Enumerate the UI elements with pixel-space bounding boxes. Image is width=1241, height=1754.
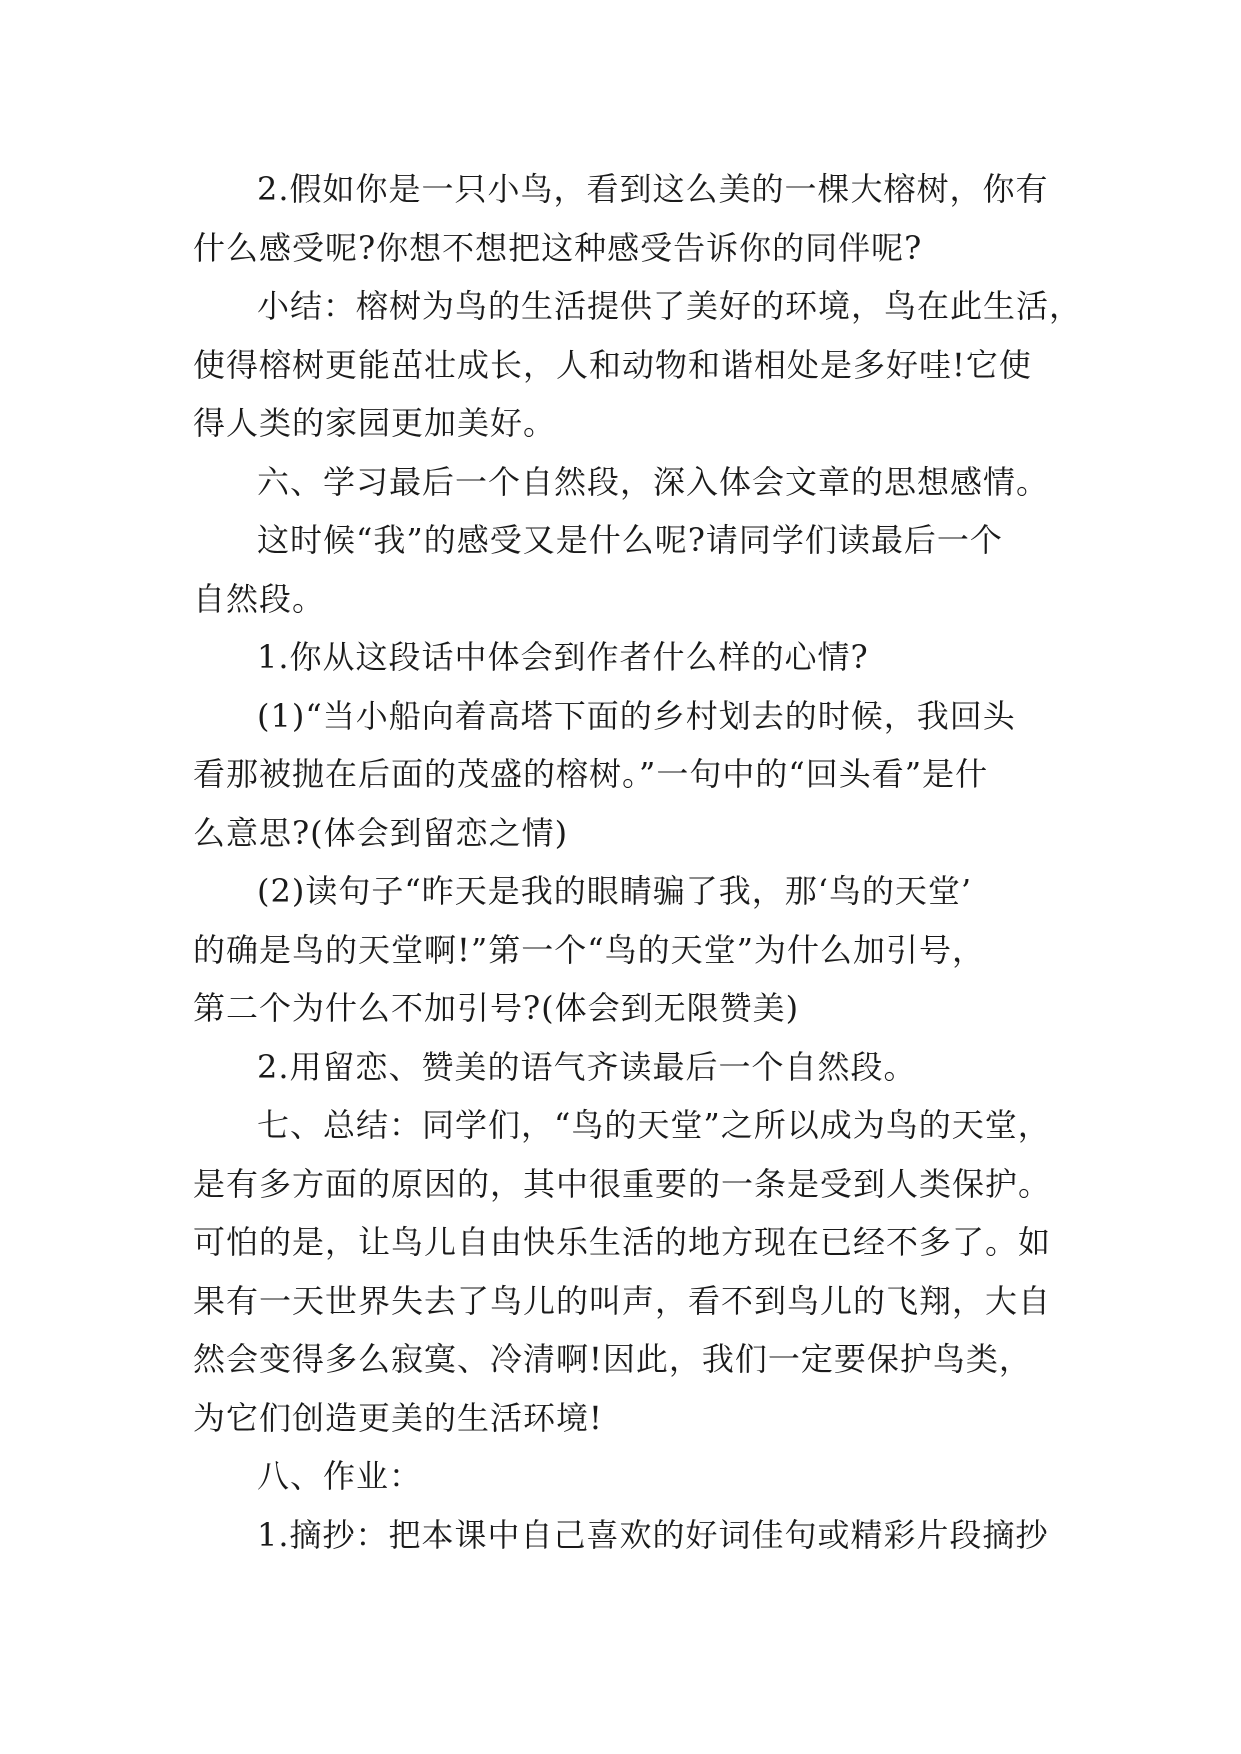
text-line: 的确是鸟的天堂啊!”第一个“鸟的天堂”为什么加引号，: [193, 930, 985, 969]
text-line: 为它们创造更美的生活环境!: [193, 1398, 603, 1437]
text-line: 小结：榕树为鸟的生活提供了美好的环境，鸟在此生活，: [257, 287, 1083, 325]
text-line: (2)读句子“昨天是我的眼睛骗了我，那‘鸟的天堂’: [257, 872, 973, 910]
text-line: 然会变得多么寂寞、冷清啊!因此，我们一定要保护鸟类，: [193, 1340, 1032, 1378]
document-body: [193, 160, 1083, 1564]
text-line: 什么感受呢?你想不想把这种感受告诉你的同伴呢?: [193, 228, 923, 267]
text-line: 2.假如你是一只小鸟，看到这么美的一棵大榕树，你有: [257, 170, 1049, 208]
text-line: 第二个为什么不加引号?(体会到无限赞美): [193, 989, 800, 1027]
text-line: 八、作业：: [257, 1457, 423, 1495]
text-line: 么意思?(体会到留恋之情): [193, 813, 569, 852]
text-line: (1)“当小船向着高塔下面的乡村划去的时候，我回头: [257, 696, 1016, 735]
text-line: 可怕的是，让鸟儿自由快乐生活的地方现在已经不多了。如: [193, 1223, 1052, 1261]
text-line: 自然段。: [193, 579, 326, 618]
text-line: 果有一天世界失去了鸟儿的叫声，看不到鸟儿的飞翔，大自: [193, 1281, 1052, 1320]
text-line: 2.用留恋、赞美的语气齐读最后一个自然段。: [257, 1047, 917, 1086]
text-line: 这时候“我”的感受又是什么呢?请同学们读最后一个: [257, 521, 1003, 559]
text-line: 看那被抛在后面的茂盛的榕树。”一句中的“回头看”是什: [193, 755, 989, 793]
text-line: 1.你从这段话中体会到作者什么样的心情?: [257, 638, 869, 676]
text-line: 得人类的家园更加美好。: [193, 404, 557, 442]
text-line: 七、总结：同学们，“鸟的天堂”之所以成为鸟的天堂，: [257, 1106, 1051, 1144]
text-line: 六、学习最后一个自然段，深入体会文章的思想感情。: [257, 462, 1050, 501]
text-line: 是有多方面的原因的，其中很重要的一条是受到人类保护。: [193, 1164, 1052, 1203]
text-line: 1.摘抄：把本课中自己喜欢的好词佳句或精彩片段摘抄: [257, 1515, 1049, 1554]
text-line: 使得榕树更能茁壮成长，人和动物和谐相处是多好哇!它使: [193, 345, 1032, 384]
